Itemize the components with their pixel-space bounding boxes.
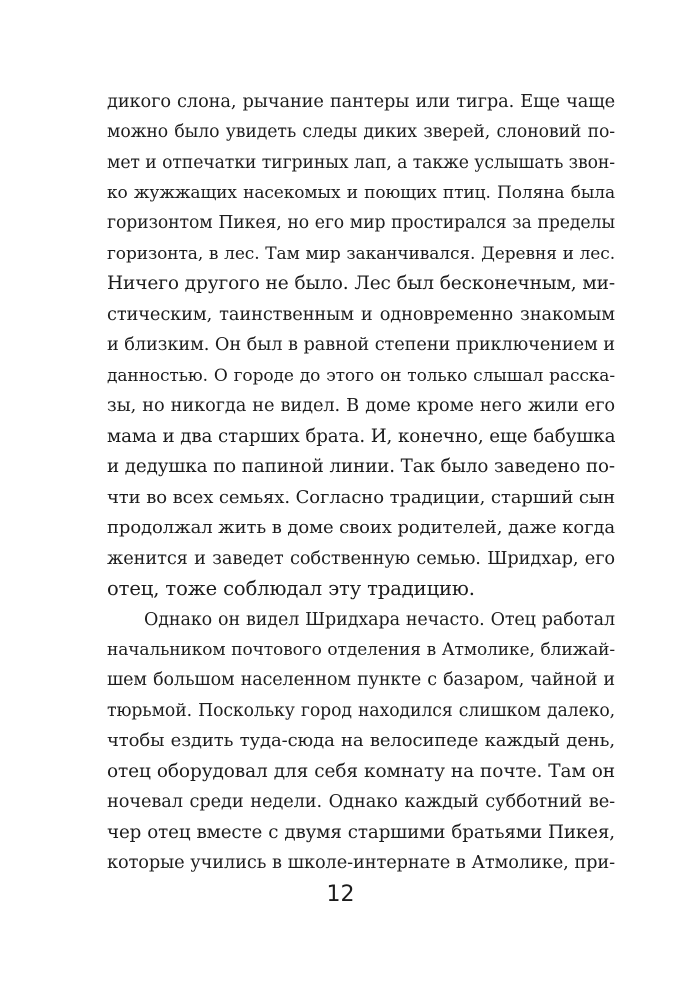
text-line: ко жужжащих насекомых и поющих птиц. Поляна была <box>107 183 615 203</box>
text-line: отец оборудовал для себя комнату на почте. Там он <box>107 761 615 782</box>
text-line: можно было увидеть следы диких зверей, слоновий по- <box>107 122 615 142</box>
text-line: и дедушка по папиной линии. Так было заведено по- <box>107 456 615 477</box>
text-line: шем большом населенном пункте с базаром, чайной и <box>107 670 615 690</box>
text-line: начальником почтового отделения в Атмолике, ближай- <box>107 640 615 660</box>
text-line: стическим, таинственным и одновременно знакомым <box>107 305 615 325</box>
text-line: чтобы ездить туда-сюда на велосипеде каждый день, <box>107 730 615 751</box>
text-line: тюрьмой. Поскольку город находился слишком далеко, <box>107 701 615 721</box>
paragraph-first-line: Однако он видел Шридхара нечасто. Отец работал <box>144 610 615 630</box>
text-line: ночевал среди недели. Однако каждый субботний ве- <box>107 792 615 812</box>
text-line: данностью. О городе до этого он только слышал расска- <box>107 366 615 386</box>
text-line: зы, но никогда не видел. В доме кроме него жили его <box>107 396 615 416</box>
page-number: 12 <box>326 882 355 907</box>
text-line: женится и заведет собственную семью. Шридхар, его <box>107 549 615 569</box>
text-line: мама и два старших брата. И, конечно, еще бабушка <box>107 426 616 447</box>
paragraph-last-line: отец, тоже соблюдал эту традицию. <box>107 577 475 600</box>
text-line: горизонта, в лес. Там мир заканчивался. Деревня и лес. <box>107 244 615 264</box>
text-line: чер отец вместе с двумя старшими братьями Пикея, <box>107 822 615 843</box>
text-line: Ничего другого не было. Лес был бесконечным, ми- <box>107 273 615 294</box>
text-line: горизонтом Пикея, но его мир простирался за пределы <box>107 213 615 233</box>
text-line: дикого слона, рычание пантеры или тигра. Еще чаще <box>107 92 615 112</box>
text-line: мет и отпечатки тигриных лап, а также услышать звон- <box>107 153 615 173</box>
text-line: чти во всех семьях. Согласно традиции, старший сын <box>107 487 615 508</box>
text-line: и близким. Он был в равной степени приключением и <box>107 335 615 355</box>
text-line: которые учились в школе-интернате в Атмолике, при- <box>107 853 615 873</box>
text-line: продолжал жить в доме своих родителей, даже когда <box>107 517 616 538</box>
